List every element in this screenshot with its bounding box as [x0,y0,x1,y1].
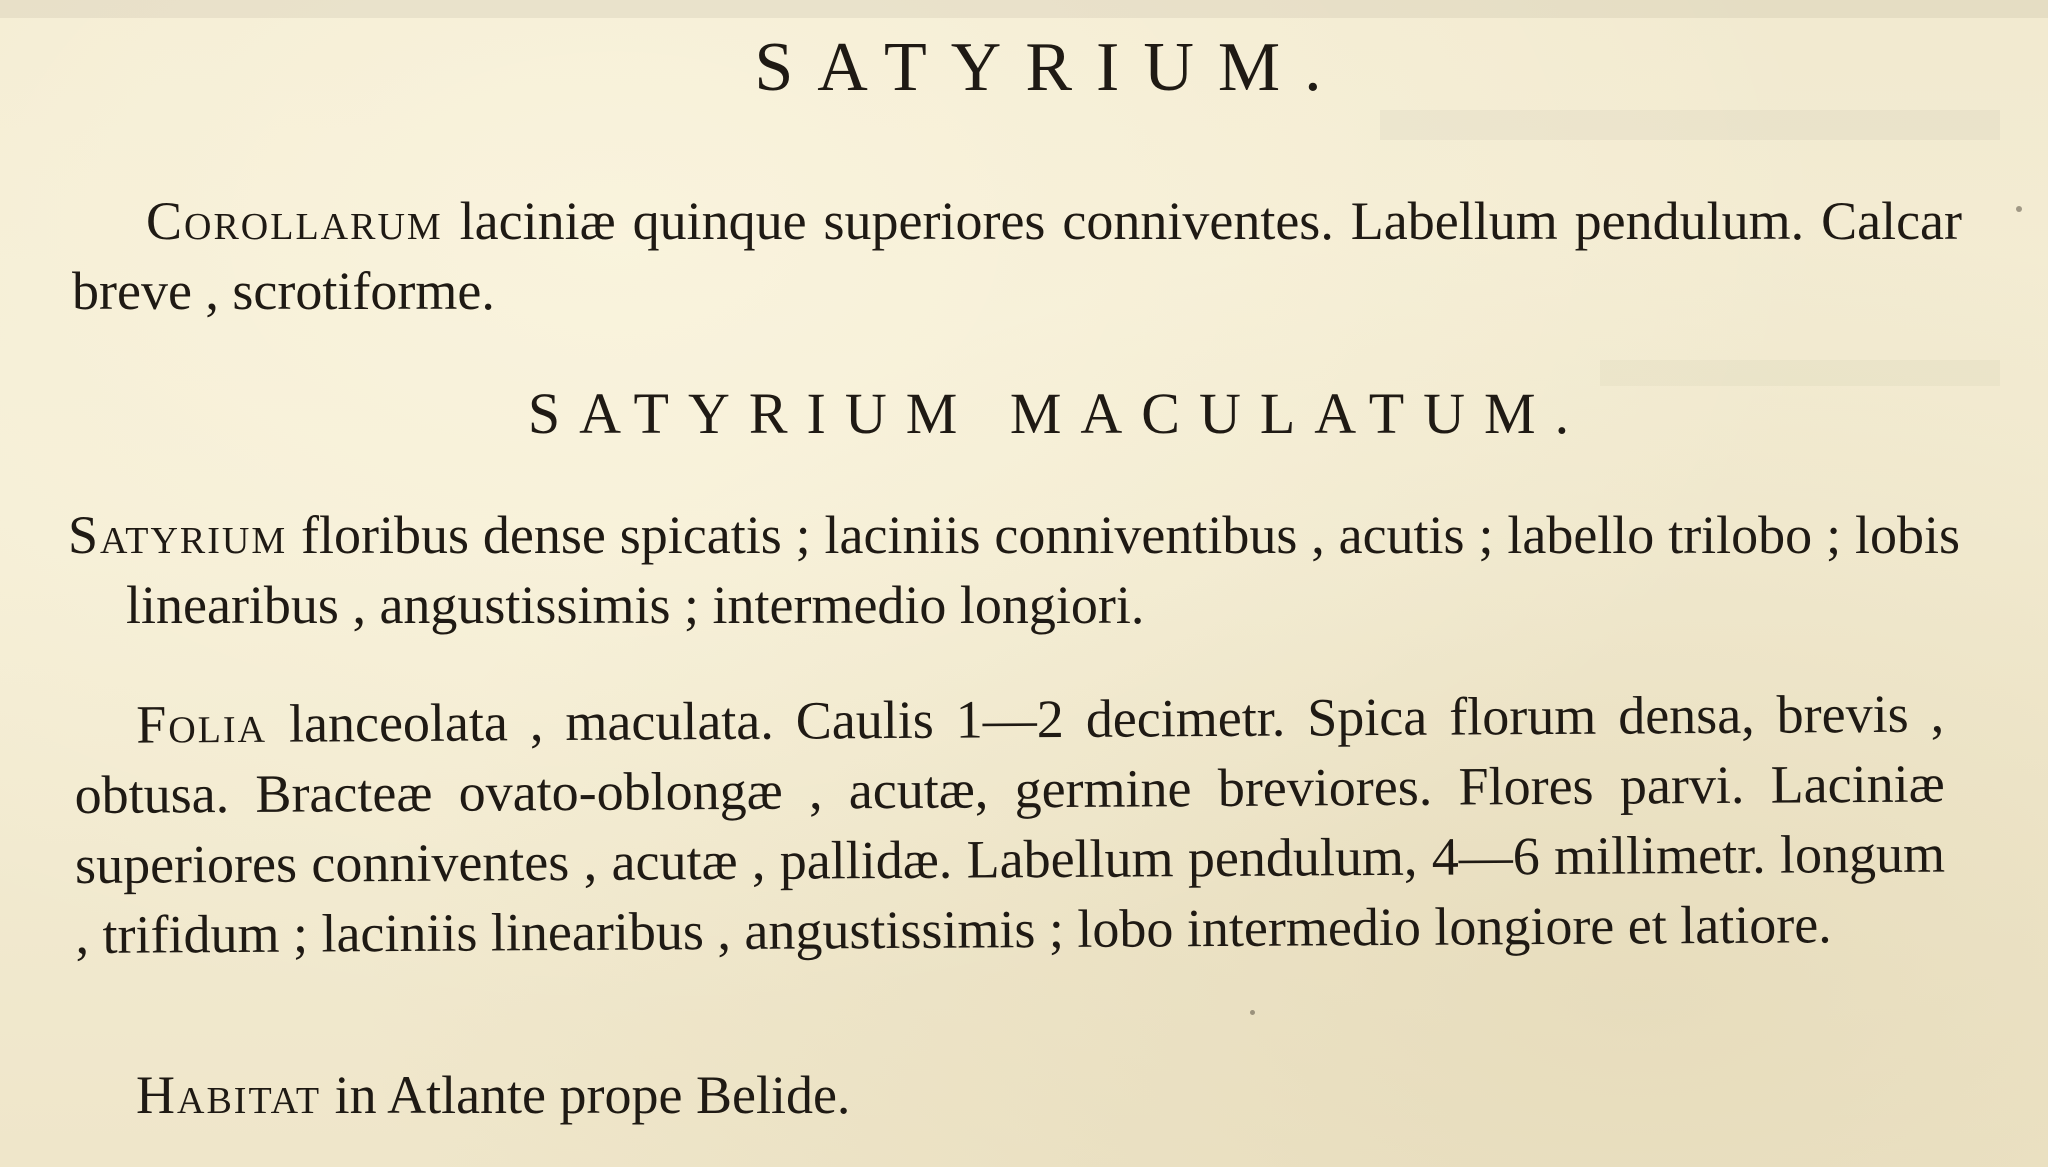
habitat-note [136,1060,1536,1130]
species-diagnosis-text: floribus dense spicatis ; laciniis conniventibus , acutis ; labello trilobo ; lobis linearibus , angustissimis ; intermedio longiori. [126,505,1960,635]
genus-description [72,186,1962,326]
species-description-lead: Folia [136,693,268,755]
ink-speck [2016,206,2022,212]
species-diagnosis-lead: Satyrium [68,505,288,565]
habitat-text: in Atlante prope Belide. [321,1065,851,1125]
genus-title: SATYRIUM. [754,29,1346,106]
species-diagnosis [68,500,1960,640]
genus-description-text: laciniæ quinque superiores conniventes. Labellum pendulum. Calcar breve , scrotiforme. [72,191,1962,321]
genus-description-lead: Corollarum [146,191,443,251]
bleed-through-mark [1380,110,2000,140]
ink-speck [1250,1010,1255,1015]
bleed-through-top [0,0,2048,18]
habitat-lead: Habitat [136,1065,322,1125]
species-description-text: lanceolata , maculata. Caulis 1—2 decimetr. Spica florum densa, brevis , obtusa. Bracteæ ovato-oblongæ , acutæ, germine breviores. Flores parvi. Laciniæ superiores conniventes , acutæ , pallidæ. Labellum pendulum, 4—6 millimetr. longum , trifidum ; laciniis linearibus , angustissimis ; lobo intermedio longiore et latiore. [74,683,1946,965]
species-title: SATYRIUM MACULATUM. [527,381,1589,446]
species-description [74,679,1946,970]
